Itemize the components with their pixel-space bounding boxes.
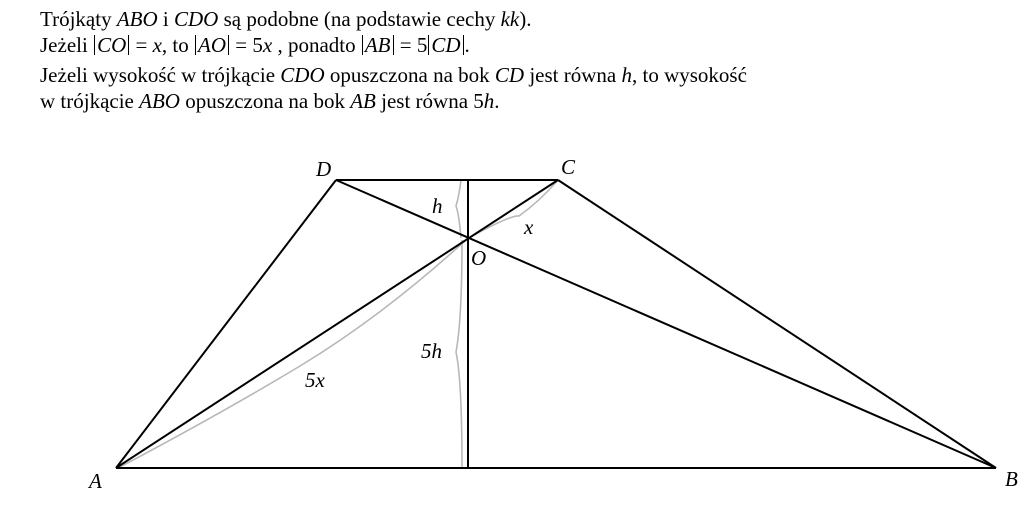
brace-5h [456,240,462,468]
segment-ao-abs: AO [195,35,229,55]
side-bc [558,180,996,468]
label-d: D [316,157,332,181]
problem-line-1: Trójkąty ABO i CDO są podobne (na podstawie cechy kk). [40,7,532,31]
problem-line-4: w trójkącie ABO opuszczona na bok AB jest równa 5h. [40,89,500,113]
label-a: A [89,469,102,493]
diagonal-ac [116,180,558,468]
triangle-abo-name: ABO [116,7,158,31]
label-5h: 5h [421,339,442,363]
diagonal-bd [336,180,996,468]
segment-cd-abs: CD [428,35,463,55]
label-c: C [561,155,576,179]
segment-co-abs: CO [94,35,129,55]
similarity-criterion: kk [500,7,520,31]
brace-h [456,180,461,238]
label-h: h [432,194,443,218]
label-x: x [524,215,534,239]
problem-line-2: Jeżeli CO = x, to AO = 5x , ponadto AB = 5 CD . [40,33,470,57]
side-ad [116,180,336,468]
label-5x: 5x [305,368,325,392]
label-b: B [1005,467,1018,491]
label-o: O [471,246,487,270]
segment-ab-abs: AB [362,35,394,55]
triangle-cdo-name: CDO [174,7,219,31]
problem-line-3: Jeżeli wysokość w trójkącie CDO opuszczona na bok CD jest równa h, to wysokość [40,63,747,87]
